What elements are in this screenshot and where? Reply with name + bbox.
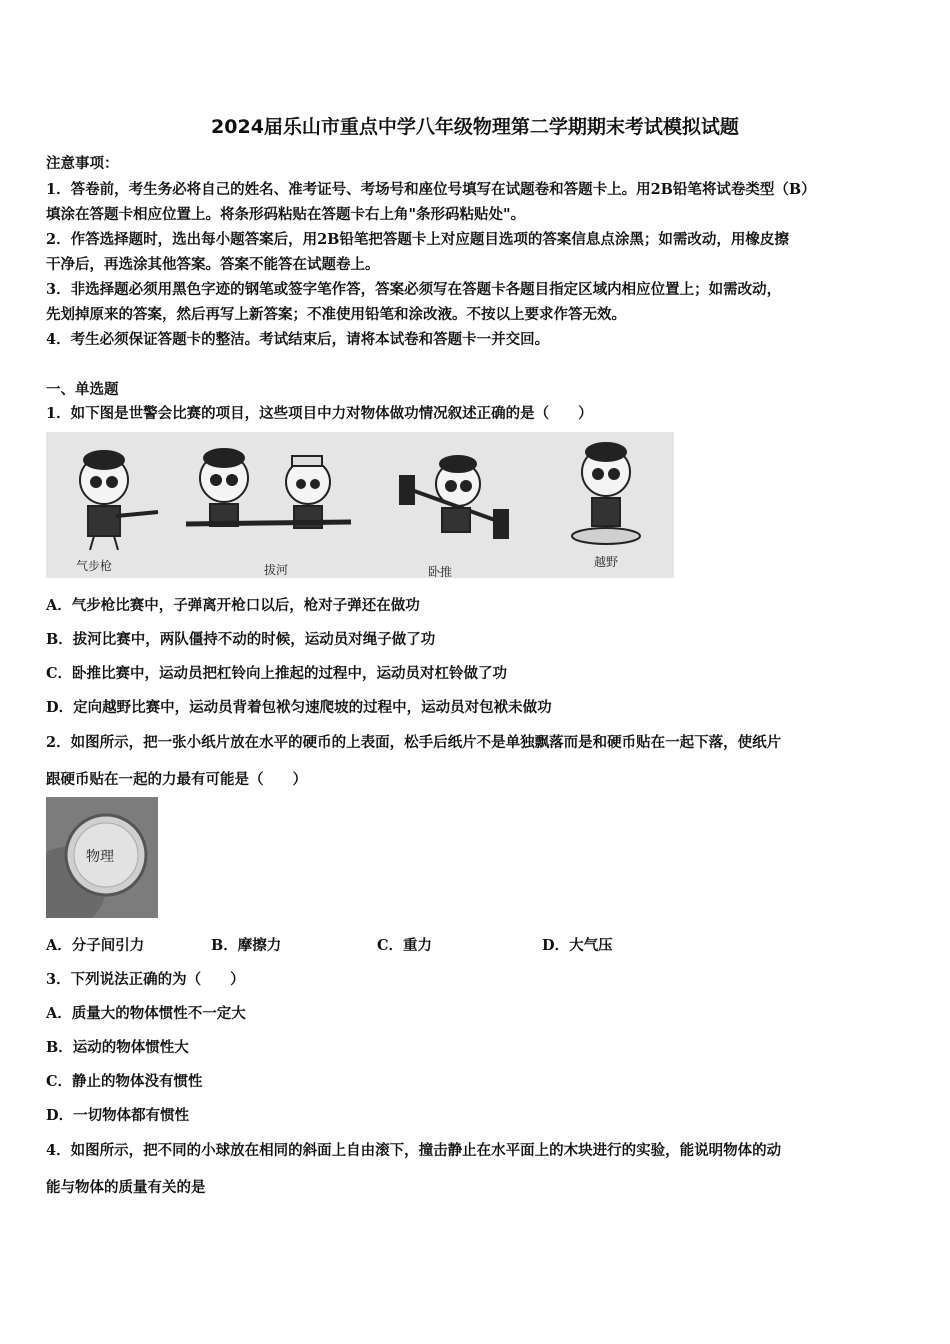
q3-option-d: D．一切物体都有惯性 <box>46 1107 190 1124</box>
figure-label-bench: 卧推 <box>428 565 453 578</box>
figure-label-tug: 拔河 <box>264 563 289 577</box>
figure-label-orienteering: 越野 <box>594 555 619 569</box>
q2-stem-line2: 跟硬币贴在一起的力最有可能是（ ） <box>46 771 307 788</box>
q1-option-c: C．卧推比赛中，运动员把杠铃向上推起的过程中，运动员对杠铃做了功 <box>46 665 508 682</box>
coin-drawing <box>46 797 158 918</box>
q3-option-c: C．静止的物体没有惯性 <box>46 1073 203 1090</box>
q1-figure <box>46 432 674 578</box>
notice-heading: 注意事项： <box>46 155 119 172</box>
notice-line: 填涂在答题卡相应位置上。将条形码粘贴在答题卡右上角"条形码粘贴处"。 <box>46 206 526 223</box>
q1-figure-drawing <box>46 432 674 578</box>
q2-stem-line1: 2．如图所示，把一张小纸片放在水平的硬币的上表面，松手后纸片不是单独飘落而是和硬币贴在一起下落，使纸片 <box>46 734 782 751</box>
q4-stem-line2: 能与物体的质量有关的是 <box>46 1179 206 1196</box>
notice-line: 3．非选择题必须用黑色字迹的钢笔或签字笔作答，答案必须写在答题卡各题目指定区域内相应位置上；如需改动， <box>46 281 782 298</box>
page-title: 2024届乐山市重点中学八年级物理第二学期期末考试模拟试题 <box>211 116 739 138</box>
section-heading: 一、单选题 <box>46 381 119 398</box>
notice-line: 4．考生必须保证答题卡的整洁。考试结束后，请将本试卷和答题卡一并交回。 <box>46 331 550 348</box>
coin-text: 物理 <box>86 849 114 865</box>
q3-option-a: A．质量大的物体惯性不一定大 <box>46 1005 246 1022</box>
notice-line: 先划掉原来的答案，然后再写上新答案；不准使用铅笔和涂改液。不按以上要求作答无效。 <box>46 306 626 323</box>
notice-line: 干净后，再选涂其他答案。答案不能答在试题卷上。 <box>46 256 380 273</box>
q1-stem: 1．如下图是世警会比赛的项目，这些项目中力对物体做功情况叙述正确的是（ ） <box>46 405 593 422</box>
q1-option-a: A．气步枪比赛中，子弹离开枪口以后，枪对子弹还在做功 <box>46 597 420 614</box>
figure-label-rifle: 气步枪 <box>76 559 113 573</box>
q2-option-c: C．重力 <box>377 937 433 954</box>
q3-stem: 3．下列说法正确的为（ ） <box>46 971 245 988</box>
q2-option-d: D．大气压 <box>542 937 613 954</box>
q1-option-b: B．拔河比赛中，两队僵持不动的时候，运动员对绳子做了功 <box>46 631 436 648</box>
notice-line: 2．作答选择题时，选出每小题答案后，用2B铅笔把答题卡上对应题目选项的答案信息点涂黑；如需改动，用橡皮擦 <box>46 231 789 248</box>
notice-line: 1．答卷前，考生务必将自己的姓名、准考证号、考场号和座位号填写在试题卷和答题卡上。用2B铅笔将试卷类型（B） <box>46 181 816 198</box>
q2-coin-photo <box>46 797 158 918</box>
q2-option-b: B．摩擦力 <box>211 937 282 954</box>
q4-stem-line1: 4．如图所示，把不同的小球放在相同的斜面上自由滚下，撞击静止在水平面上的木块进行的实验，能说明物体的动 <box>46 1142 782 1159</box>
q2-option-a: A．分子间引力 <box>46 937 145 954</box>
q3-option-b: B．运动的物体惯性大 <box>46 1039 189 1056</box>
q1-option-d: D．定向越野比赛中，运动员背着包袱匀速爬坡的过程中，运动员对包袱未做功 <box>46 699 552 716</box>
